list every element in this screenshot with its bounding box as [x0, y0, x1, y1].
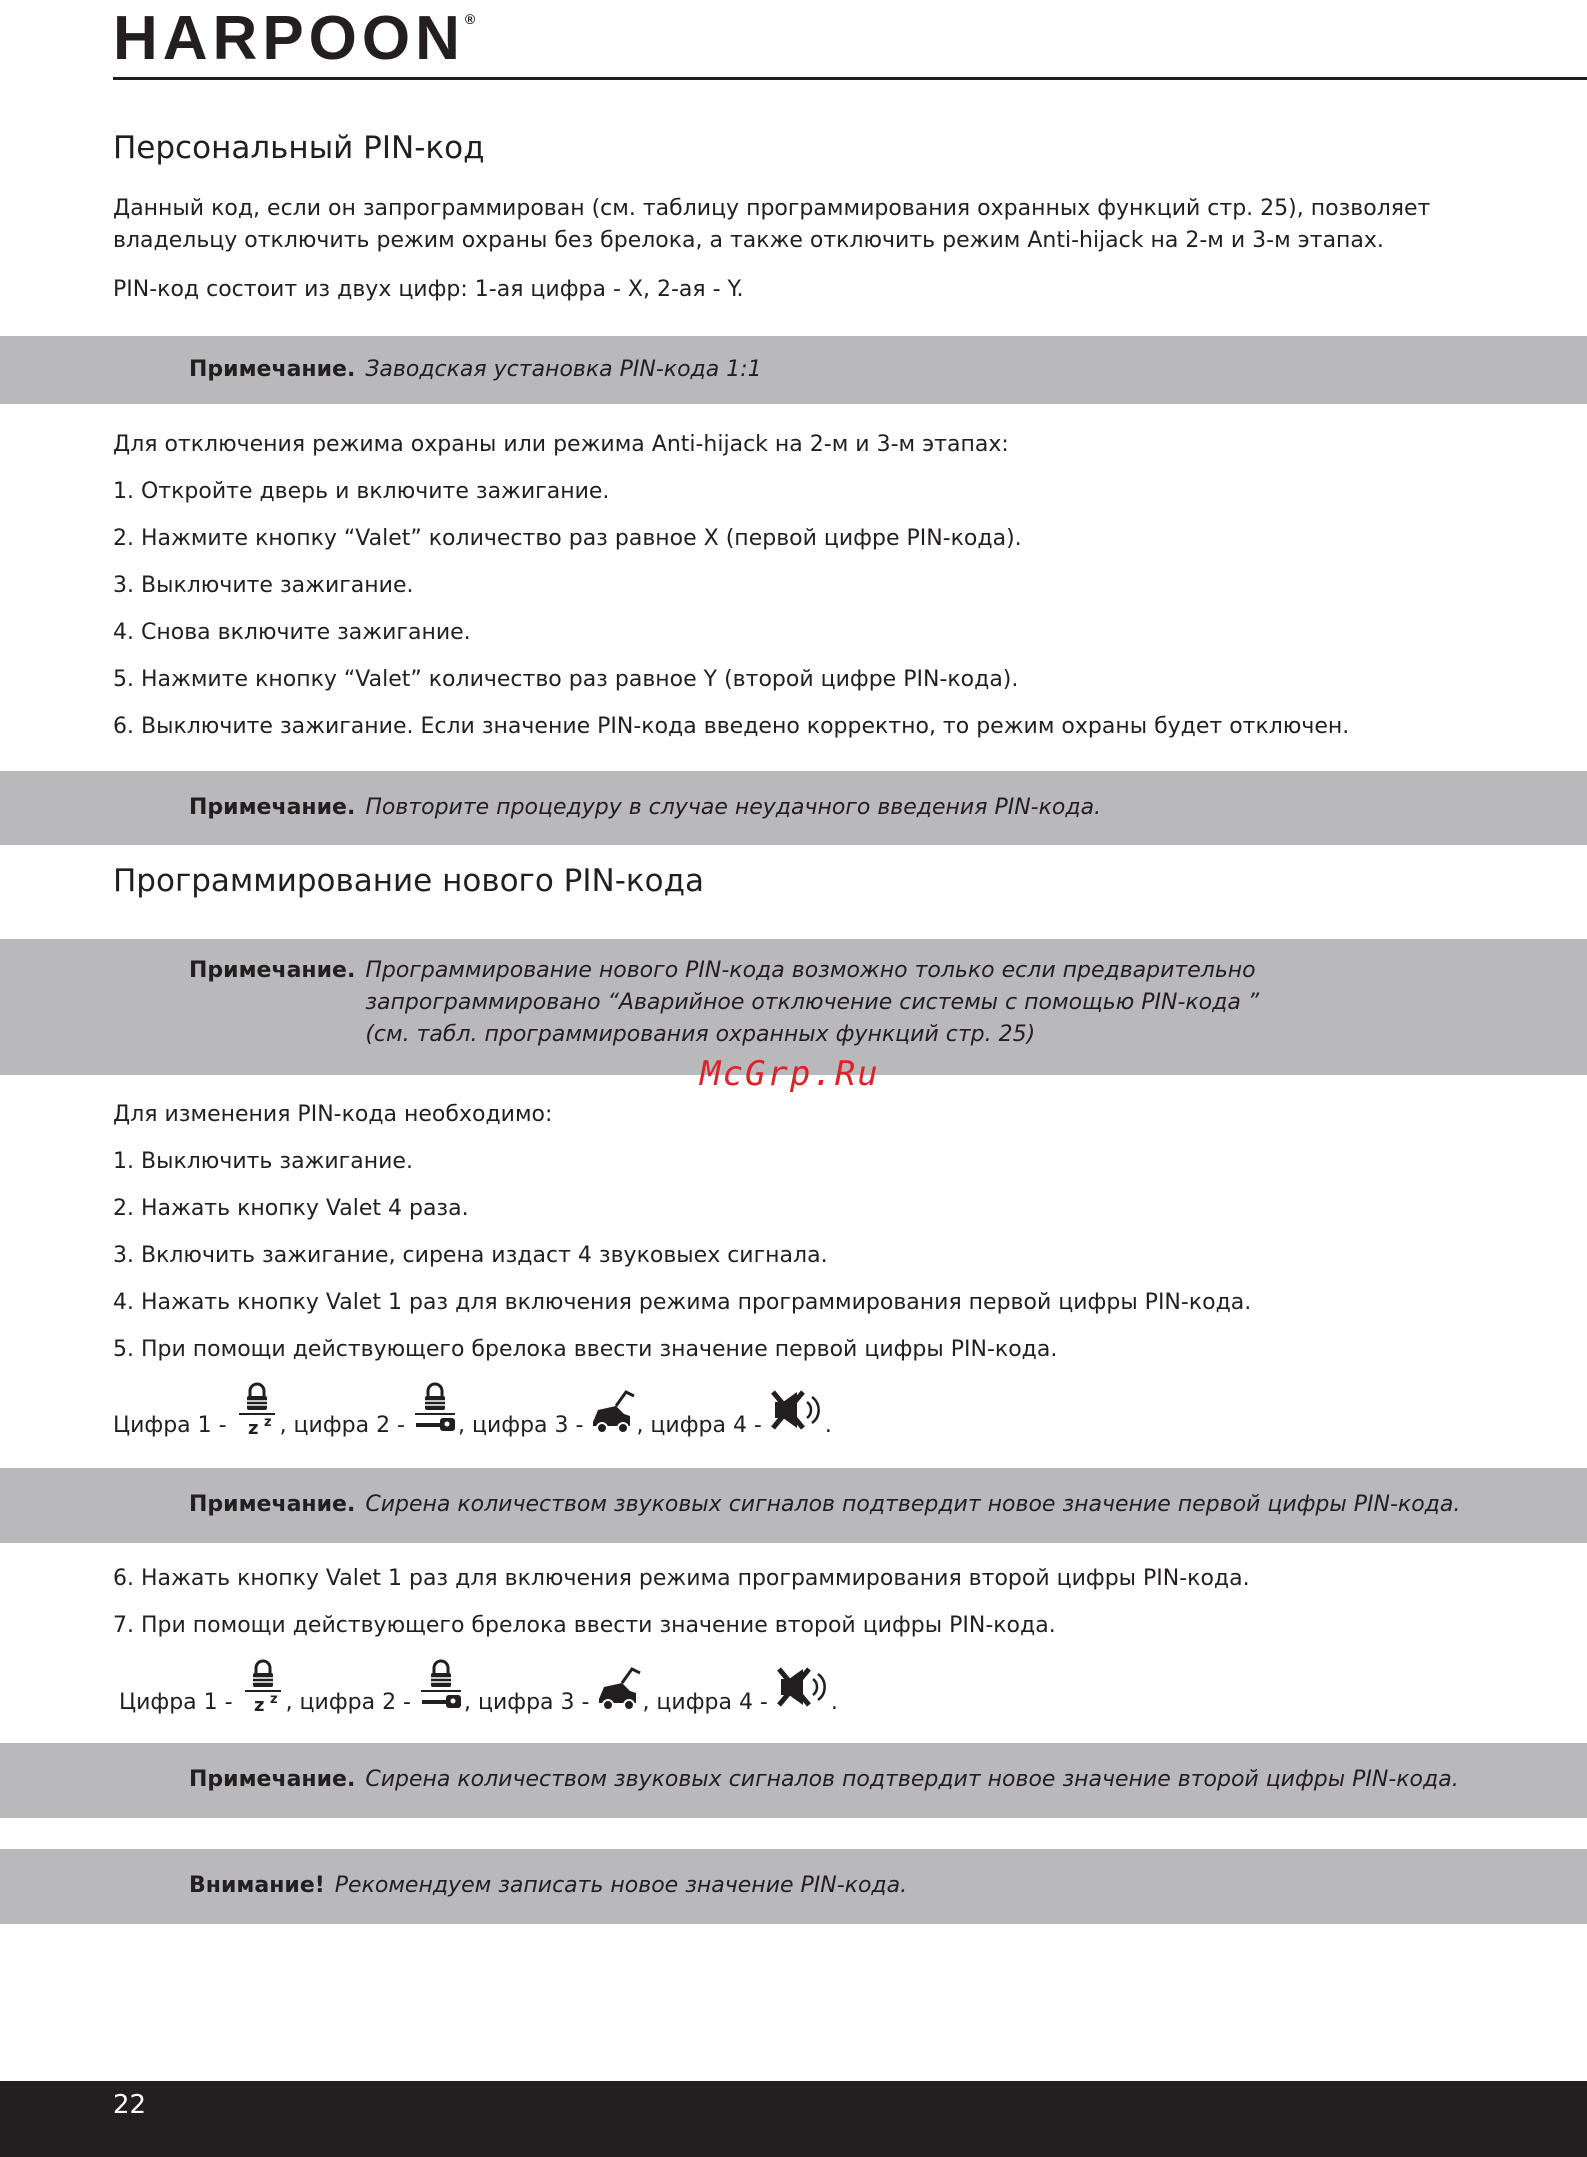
intro-paragraph: Данный код, если он запрограммирован (см. таблицу программирования охранных функций стр. 25), позволяет владельцу отключить режим охраны без брелока, а также отключить режим Anti-hijack на 2-м и 3-м этапах.: [113, 196, 1431, 253]
list-item: 6. Выключите зажигание. Если значение PIN-кода введено корректно, то режим охраны будет отключен.: [113, 714, 1350, 739]
svg-text:z: z: [247, 1418, 259, 1438]
list-item: 1. Откройте дверь и включите зажигание.: [113, 479, 610, 504]
note-label: Примечание.: [189, 795, 356, 820]
list-item: 4. Снова включите зажигание.: [113, 620, 471, 645]
note-text: Программирование нового PIN-кода возможно только если предварительно запрограммировано “Аварийное отключение системы с помощью PIN-кода ” (см. табл. программирования охранных функций стр. 25): [365, 958, 1260, 1047]
header-rule: [113, 77, 1587, 80]
section-title-new-pin: Программирование нового PIN-кода: [113, 863, 704, 899]
note-text: Повторите процедуру в случае неудачного введения PIN-кода.: [365, 795, 1102, 820]
list-item: 6. Нажать кнопку Valet 1 раз для включения режима программирования второй цифры PIN-кода.: [113, 1566, 1250, 1591]
list-item: 4. Нажать кнопку Valet 1 раз для включения режима программирования первой цифры PIN-кода.: [113, 1290, 1252, 1315]
brand-name: HARPOON: [113, 4, 465, 73]
warning-text: Рекомендуем записать новое значение PIN-кода.: [334, 1873, 908, 1898]
note-band: [0, 771, 1587, 845]
car-trunk-icon: [596, 1659, 642, 1715]
digit-label: Цифра 1 -: [113, 1413, 234, 1438]
section-title-personal-pin: Персональный PIN-код: [113, 130, 485, 166]
svg-text:z: z: [269, 1692, 278, 1707]
list-item: 3. Выключите зажигание.: [113, 573, 414, 598]
note-label: Примечание.: [189, 357, 356, 382]
note-band: [0, 336, 1587, 404]
list-item: 7. При помощи действующего брелока ввести значение второй цифры PIN-кода.: [113, 1613, 1056, 1638]
note-label: Примечание.: [189, 1492, 356, 1517]
digit-icons-row: [119, 1655, 838, 1715]
note-band: [0, 1743, 1587, 1818]
digit-icons-row: [113, 1378, 832, 1438]
digit-label: , цифра 3 -: [464, 1690, 597, 1715]
digit-label: , цифра 4 -: [636, 1413, 769, 1438]
list-item: 2. Нажмите кнопку “Valet” количество раз равное X (первой цифре PIN-кода).: [113, 526, 1022, 551]
digit-label: , цифра 2 -: [285, 1690, 418, 1715]
watermark: McGrp.Ru: [700, 1054, 880, 1094]
note-label: Примечание.: [189, 1767, 356, 1792]
warning-band: [0, 1849, 1587, 1924]
note-band: [0, 1468, 1587, 1543]
digit-label: , цифра 4 -: [642, 1690, 775, 1715]
lock-sleep-icon: [234, 1382, 280, 1438]
registered-mark: ®: [464, 11, 476, 27]
lock-key-icon: [412, 1382, 458, 1438]
list-item: 2. Нажать кнопку Valet 4 раза.: [113, 1196, 469, 1221]
digit-label: .: [830, 1690, 838, 1715]
list-item: 5. При помощи действующего брелока ввести значение первой цифры PIN-кода.: [113, 1337, 1058, 1362]
lock-sleep-icon: [240, 1659, 286, 1715]
list-item: 3. Включить зажигание, сирена издаст 4 звуковыех сигнала.: [113, 1243, 828, 1268]
warning-label: Внимание!: [189, 1873, 325, 1898]
list-item: 1. Выключить зажигание.: [113, 1149, 413, 1174]
digit-label: Цифра 1 -: [119, 1690, 240, 1715]
note-text: Сирена количеством звуковых сигналов подтвердит новое значение второй цифры PIN-кода.: [365, 1767, 1459, 1792]
siren-mute-icon: [769, 1382, 825, 1438]
digit-label: .: [824, 1413, 832, 1438]
brand-logo: [113, 4, 476, 73]
note-label: Примечание.: [189, 958, 356, 983]
digit-label: , цифра 3 -: [458, 1413, 591, 1438]
footer-bar: [0, 2081, 1587, 2157]
note-text: Заводская установка PIN-кода 1:1: [365, 357, 762, 382]
siren-mute-icon: [775, 1659, 831, 1715]
change-intro: Для изменения PIN-кода необходимо:: [113, 1102, 553, 1127]
svg-text:z: z: [263, 1415, 272, 1430]
svg-text:z: z: [253, 1695, 265, 1715]
note-text: Сирена количеством звуковых сигналов подтвердит новое значение первой цифры PIN-кода.: [365, 1492, 1461, 1517]
page-number: 22: [113, 2090, 147, 2120]
digit-label: , цифра 2 -: [279, 1413, 412, 1438]
pin-structure-paragraph: PIN-код состоит из двух цифр: 1-ая цифра - X, 2-ая - Y.: [113, 277, 744, 302]
car-trunk-icon: [590, 1382, 636, 1438]
disable-intro: Для отключения режима охраны или режима Anti-hijack на 2-м и 3-м этапах:: [113, 432, 1009, 457]
list-item: 5. Нажмите кнопку “Valet” количество раз равное Y (второй цифре PIN-кода).: [113, 667, 1019, 692]
lock-key-icon: [418, 1659, 464, 1715]
